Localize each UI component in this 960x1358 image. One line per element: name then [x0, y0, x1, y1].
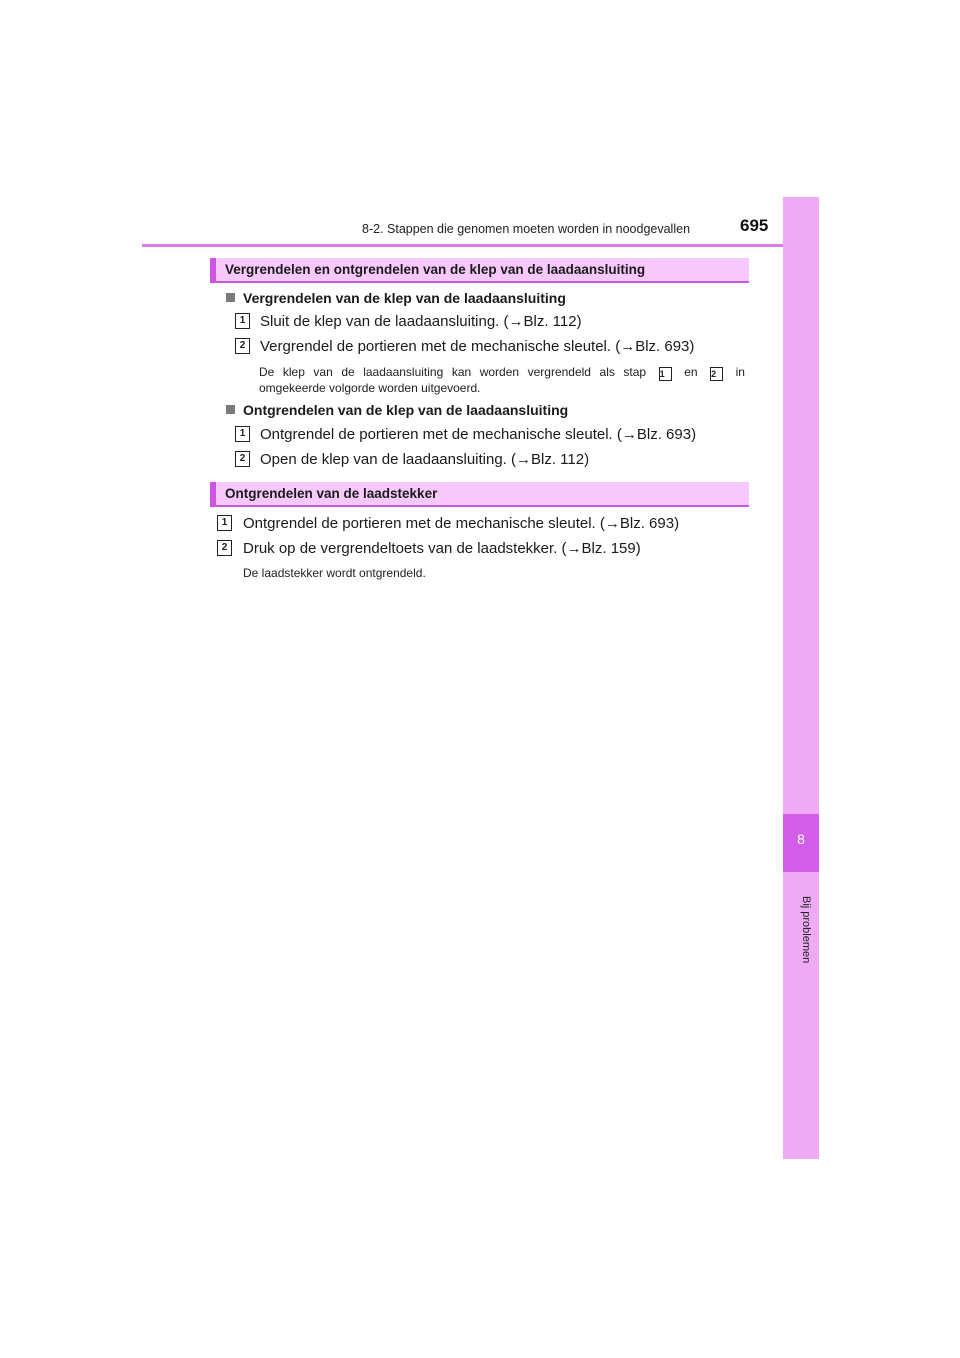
step-text: Ontgrendel de portieren met de mechanische sleutel. (→Blz. 693)	[260, 426, 697, 443]
step-reference-badge: 1	[659, 367, 672, 381]
square-bullet-icon	[226, 293, 235, 302]
step-text: Druk op de vergrendeltoets van de laadstekker. (→Blz. 159)	[243, 540, 641, 557]
step-text: Open de klep van de laadaansluiting. (→Blz. 112)	[260, 451, 590, 468]
subheading-text: Vergrendelen van de klep van de laadaansluiting	[243, 290, 566, 306]
header-divider	[142, 244, 819, 247]
plug-note: De laadstekker wordt ontgrendeld.	[243, 566, 426, 580]
lock-note-line1	[259, 365, 745, 381]
step-number-badge: 2	[235, 451, 250, 467]
step-number-badge: 1	[235, 313, 250, 329]
lock-note-line2: omgekeerde volgorde worden uitgevoerd.	[259, 381, 481, 395]
section-heading-text: Vergrendelen en ontgrendelen van de klep van de laadaansluiting	[225, 262, 646, 277]
section-heading-charge-port-lid	[210, 258, 749, 283]
chapter-label: Bij problemen	[800, 896, 812, 964]
subheading-lock-lid	[226, 290, 566, 306]
step-reference-badge: 2	[710, 367, 723, 381]
chapter-number: 8	[797, 831, 805, 847]
note-text: De klep van de laadaansluiting kan worden vergrendeld als stap	[259, 365, 647, 379]
step-text: Vergrendel de portieren met de mechanische sleutel. (→Blz. 693)	[260, 338, 695, 355]
chapter-title: 8-2. Stappen die genomen moeten worden in noodgevallen	[362, 222, 691, 236]
note-text: in	[735, 365, 745, 379]
step-number-badge: 2	[217, 540, 232, 556]
step-number-badge: 1	[235, 426, 250, 442]
step-text: Sluit de klep van de laadaansluiting. (→Blz. 112)	[260, 313, 582, 330]
step-text: Ontgrendel de portieren met de mechanische sleutel. (→Blz. 693)	[243, 515, 680, 532]
step-number-badge: 1	[217, 515, 232, 531]
note-text: en	[684, 365, 698, 379]
step-number-badge: 2	[235, 338, 250, 354]
page-number: 695	[740, 216, 769, 235]
subheading-text: Ontgrendelen van de klep van de laadaansluiting	[243, 402, 569, 418]
section-heading-charging-plug	[210, 482, 749, 507]
square-bullet-icon	[226, 405, 235, 414]
section-heading-text: Ontgrendelen van de laadstekker	[225, 486, 438, 501]
chapter-side-tab	[783, 197, 819, 1159]
subheading-unlock-lid	[226, 402, 568, 418]
